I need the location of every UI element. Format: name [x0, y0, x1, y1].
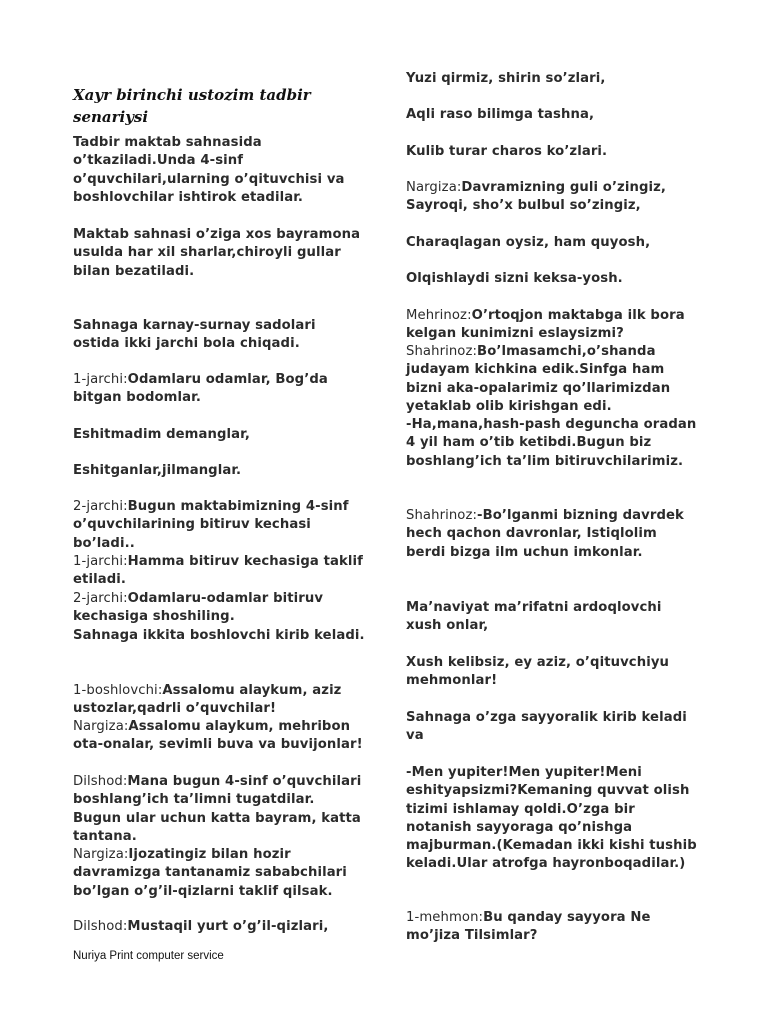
dialogue-line: Dilshod:Mustaqil yurt o’g’il-qizlari, — [73, 919, 329, 934]
dialogue-line: Shahrinoz:-Bo’lganmi bizning davrdek hech qachon davronlar, Istiqlolim berdi bizga ilm uchun imkonlar. — [406, 508, 684, 560]
dialogue-line: 1-mehmon:Bu qanday sayyora Ne mo’jiza Tilsimlar? — [406, 910, 651, 944]
speaker: Dilshod: — [73, 919, 128, 934]
speaker: Nargiza: — [73, 847, 129, 862]
paragraph: Sahnaga karnay-surnay sadolari ostida ikki jarchi bola chiqadi. — [73, 318, 316, 352]
speaker: 1-jarchi: — [73, 372, 128, 387]
paragraph: -Men yupiter!Men yupiter!Meni eshityapsizmi?Kemaning quvvat olish tizimi ishlamay qoldi.O’zga bir notanish sayyoraga qo’nishga majburman.(Kemadan ikki kishi tushib keladi.Ular atrofga hayronboqadilar.) — [406, 765, 697, 872]
dialogue-line: Mehrinoz:O’rtoqjon maktabga ilk bora kelgan kunimizni eslaysizmi? — [406, 308, 685, 342]
paragraph: Sahnaga ikkita boshlovchi kirib keladi. — [73, 628, 365, 643]
dialogue-line: Dilshod:Mana bugun 4-sinf o’quvchilari boshlang’ich ta’limni tugatdilar. Bugun ular uchun katta bayram, katta tantana. — [73, 774, 362, 844]
speaker: 2-jarchi: — [73, 591, 128, 606]
dialogue-line: Nargiza:Ijozatingiz bilan hozir davramizga tantanamiz sababchilari bo’lgan o’g’il-qizlarni taklif qilsak. — [73, 847, 347, 899]
paragraph: Olqishlaydi sizni keksa-yosh. — [406, 271, 623, 286]
paragraph: Tadbir maktab sahnasida o’tkaziladi.Unda 4-sinf o’quvchilari,ularning o’qituvchisi va boshlovchilar ishtirok etadilar. — [73, 135, 345, 205]
paragraph: Ma’naviyat ma’rifatni ardoqlovchi xush onlar, — [406, 600, 662, 634]
speaker: Nargiza: — [73, 719, 129, 734]
paragraph: Xush kelibsiz, ey aziz, o’qituvchiyu mehmonlar! — [406, 655, 670, 689]
paragraph: Eshitganlar,jilmanglar. — [73, 463, 242, 478]
footer-text: Nuriya Print computer service — [73, 950, 224, 962]
speaker: Dilshod: — [73, 774, 128, 789]
speaker: Mehrinoz: — [406, 308, 472, 323]
dialogue-line: 1-jarchi:Odamlaru odamlar, Bog’da bitgan bodomlar. — [73, 372, 328, 406]
dialogue-line: 2-jarchi:Odamlaru-odamlar bitiruv kechasiga shoshiling. — [73, 591, 324, 625]
dialogue-line: Shahrinoz:Bo’lmasamchi,o’shanda judayam kichkina edik.Sinfga ham bizni aka-opalarimiz qo’llarimizdan yetaklab olib kirishgan edi. — [406, 344, 671, 414]
speaker: Shahrinoz: — [406, 344, 478, 359]
dialogue-line: Nargiza:Assalomu alaykum, mehribon ota-onalar, sevimli buva va buvijonlar! — [73, 719, 363, 753]
speaker: Nargiza: — [406, 180, 462, 195]
paragraph: -Ha,mana,hash-pash deguncha oradan 4 yil ham o’tib ketibdi.Bugun biz boshlang’ich ta’lim bitiruvchilarimiz. — [406, 417, 697, 469]
speaker: 1-mehmon: — [406, 910, 484, 925]
speaker: 1-jarchi: — [73, 554, 128, 569]
dialogue-line: 1-jarchi:Hamma bitiruv kechasiga taklif etiladi. — [73, 554, 363, 588]
paragraph: Eshitmadim demanglar, — [73, 427, 250, 442]
document-title: Xayr birinchi ustozim tadbir senariysi — [73, 86, 311, 126]
paragraph: Kulib turar charos ko’zlari. — [406, 144, 608, 159]
paragraph: Yuzi qirmiz, shirin so’zlari, — [406, 71, 606, 86]
dialogue-line: 1-boshlovchi:Assalomu alaykum, aziz ustozlar,qadrli o’quvchilar! — [73, 683, 342, 717]
dialogue-line: Nargiza:Davramizning guli o’zingiz, Sayroqi, sho’x bulbul so’zingiz, — [406, 180, 666, 214]
speaker: 2-jarchi: — [73, 499, 128, 514]
paragraph: Aqli raso bilimga tashna, — [406, 107, 595, 122]
paragraph: Maktab sahnasi o’ziga xos bayramona usulda har xil sharlar,chiroyli gullar bilan bezatiladi. — [73, 227, 361, 279]
paragraph: Sahnaga o’zga sayyoralik kirib keladi va — [406, 710, 687, 744]
speaker: 1-boshlovchi: — [73, 683, 163, 698]
paragraph: Charaqlagan oysiz, ham quyosh, — [406, 235, 651, 250]
dialogue-line: 2-jarchi:Bugun maktabimizning 4-sinf o’quvchilarining bitiruv kechasi bo’ladi.. — [73, 499, 349, 551]
speaker: Shahrinoz: — [406, 508, 478, 523]
